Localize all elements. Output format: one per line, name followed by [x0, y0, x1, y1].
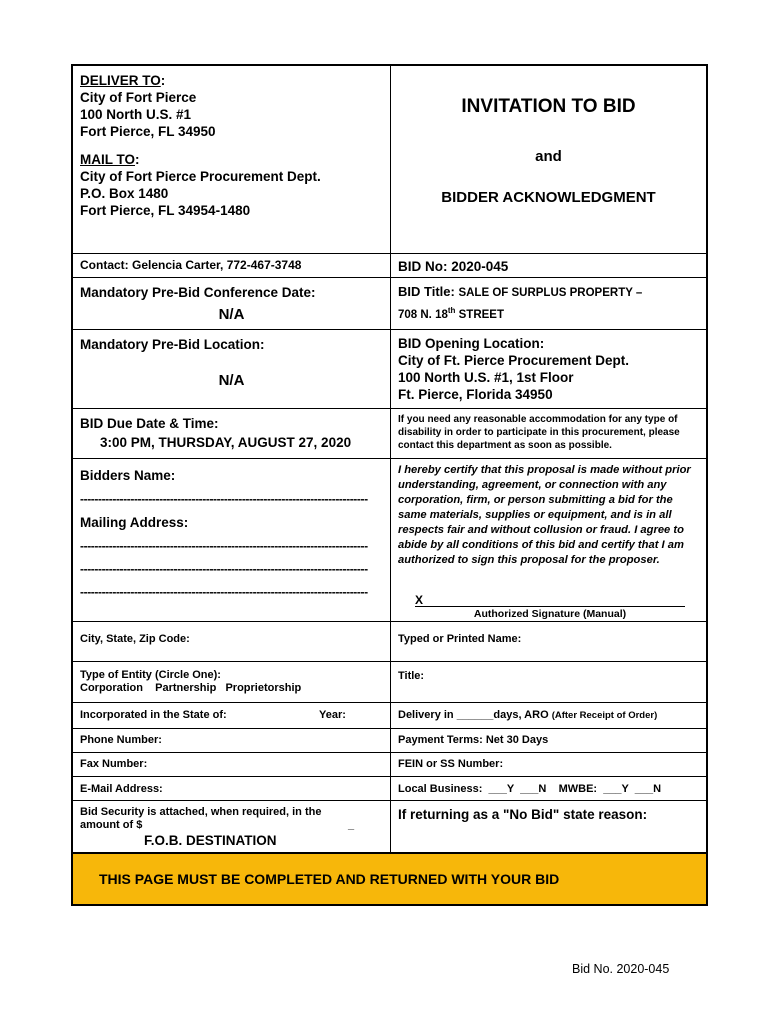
- mail-to-heading: MAIL TO:: [80, 152, 140, 167]
- signature-label: Authorized Signature (Manual): [473, 608, 627, 620]
- deliver-address-line: City of Fort Pierce: [80, 90, 197, 105]
- page-title: INVITATION TO BID: [461, 96, 636, 117]
- address-line-2[interactable]: --------------------------------------------------------------------------------: [80, 562, 368, 576]
- opening-line: 100 North U.S. #1, 1st Floor: [398, 370, 574, 385]
- opening-line: Ft. Pierce, Florida 34950: [398, 387, 553, 402]
- security-line1: Bid Security is attached, when required, in the: [80, 806, 322, 818]
- incorporated-label: Incorporated in the State of:: [80, 709, 227, 721]
- bid-title-sup: th: [447, 306, 456, 315]
- bid-title: [391, 278, 706, 330]
- mail-address-line: Fort Pierce, FL 34954-1480: [80, 203, 251, 218]
- phone-field[interactable]: Phone Number:: [73, 729, 391, 753]
- mail-address-line: City of Fort Pierce Procurement Dept.: [80, 169, 321, 184]
- title-block: [391, 66, 706, 254]
- bidder-info: [73, 459, 391, 622]
- security-blank: _: [348, 819, 355, 831]
- banner-text: THIS PAGE MUST BE COMPLETED AND RETURNED WITH YOUR BID: [99, 871, 560, 887]
- bid-title-line2a: 708 N. 18: [398, 308, 448, 321]
- pre-bid-location: [73, 330, 391, 409]
- return-notice-banner: [73, 852, 706, 904]
- bidder-name-label: Bidders Name:: [80, 468, 176, 483]
- delivery-label: Delivery in ______days, ARO: [398, 709, 549, 721]
- entity-label: Type of Entity (Circle One):: [80, 669, 221, 681]
- address-line-3[interactable]: --------------------------------------------------------------------------------: [80, 585, 368, 599]
- year-label: Year:: [319, 709, 346, 721]
- bidder-name-line[interactable]: --------------------------------------------------------------------------------: [80, 492, 368, 506]
- fax-field[interactable]: Fax Number:: [73, 753, 391, 777]
- incorporated-field[interactable]: [73, 703, 391, 729]
- bid-opening-location: [391, 330, 706, 409]
- delivery-note: (After Receipt of Order): [551, 710, 658, 721]
- deliver-to-label: DELIVER TO: [80, 73, 161, 88]
- entity-type-field[interactable]: [73, 662, 391, 703]
- deliver-to-heading: DELIVER TO:: [80, 73, 166, 88]
- page-subtitle: BIDDER ACKNOWLEDGMENT: [441, 189, 656, 206]
- address-block: [73, 66, 391, 254]
- bid-security-field[interactable]: [73, 801, 391, 852]
- location-value: N/A: [218, 372, 245, 389]
- bid-title-line2b: STREET: [455, 308, 504, 321]
- conference-label: Mandatory Pre-Bid Conference Date:: [80, 285, 316, 300]
- accommodation-notice: If you need any reasonable accommodation for any type of disability in order to participate in this procurement, please contact this department as soon as possible.: [391, 409, 706, 459]
- signature-x: X: [415, 593, 424, 607]
- mail-address-line: P.O. Box 1480: [80, 186, 169, 201]
- no-bid-reason-field[interactable]: If returning as a "No Bid" state reason:: [398, 807, 648, 822]
- conference-value: N/A: [218, 306, 245, 323]
- footer-bid-number: Bid No. 2020-045: [572, 962, 670, 976]
- opening-line: City of Ft. Pierce Procurement Dept.: [398, 353, 630, 368]
- bid-title-line1: SALE OF SURPLUS PROPERTY –: [458, 287, 643, 299]
- typed-name-field[interactable]: Typed or Printed Name:: [391, 622, 706, 662]
- bid-due-date: [73, 409, 391, 459]
- certification-text: I hereby certify that this proposal is made without prior understanding, agreement, or connection with any corporation, firm, or person submitting a bid for the same materials, supplies or equipment, and is in all respects fair and without collusion or fraud. I agree to abide by all conditions of this bid and certify that I am authorized to sign this proposal for the proposer.: [398, 464, 691, 566]
- entity-options: Corporation Partnership Proprietorship: [80, 682, 302, 694]
- bid-form: [71, 64, 708, 906]
- payment-terms: Payment Terms: Net 30 Days: [391, 729, 706, 753]
- location-label: Mandatory Pre-Bid Location:: [80, 337, 265, 352]
- mailing-address-label: Mailing Address:: [80, 515, 189, 530]
- pre-bid-conference: [73, 278, 391, 330]
- title-and: and: [535, 148, 562, 165]
- deliver-address-line: Fort Pierce, FL 34950: [80, 124, 216, 139]
- title-field[interactable]: Title:: [391, 662, 706, 703]
- fein-field[interactable]: FEIN or SS Number:: [391, 753, 706, 777]
- bid-title-label: BID Title:: [398, 284, 455, 299]
- signature-line[interactable]: [415, 593, 685, 607]
- address-line-1[interactable]: --------------------------------------------------------------------------------: [80, 539, 368, 553]
- fob-destination: F.O.B. DESTINATION: [144, 833, 277, 848]
- certification-block: [391, 459, 706, 622]
- due-value: 3:00 PM, THURSDAY, AUGUST 27, 2020: [100, 435, 352, 450]
- bid-number: BID No: 2020-045: [391, 254, 706, 278]
- opening-label: BID Opening Location:: [398, 336, 545, 351]
- city-state-zip-field[interactable]: City, State, Zip Code:: [73, 622, 391, 662]
- mail-to-label: MAIL TO: [80, 152, 136, 167]
- email-field[interactable]: E-Mail Address:: [73, 777, 391, 801]
- local-business-field[interactable]: Local Business: ___Y ___N MWBE: ___Y ___N: [391, 777, 706, 801]
- deliver-address-line: 100 North U.S. #1: [80, 107, 192, 122]
- delivery-field[interactable]: [391, 703, 706, 729]
- contact-info: Contact: Gelencia Carter, 772-467-3748: [73, 254, 391, 278]
- security-line2: amount of $: [80, 819, 143, 831]
- due-label: BID Due Date & Time:: [80, 416, 219, 431]
